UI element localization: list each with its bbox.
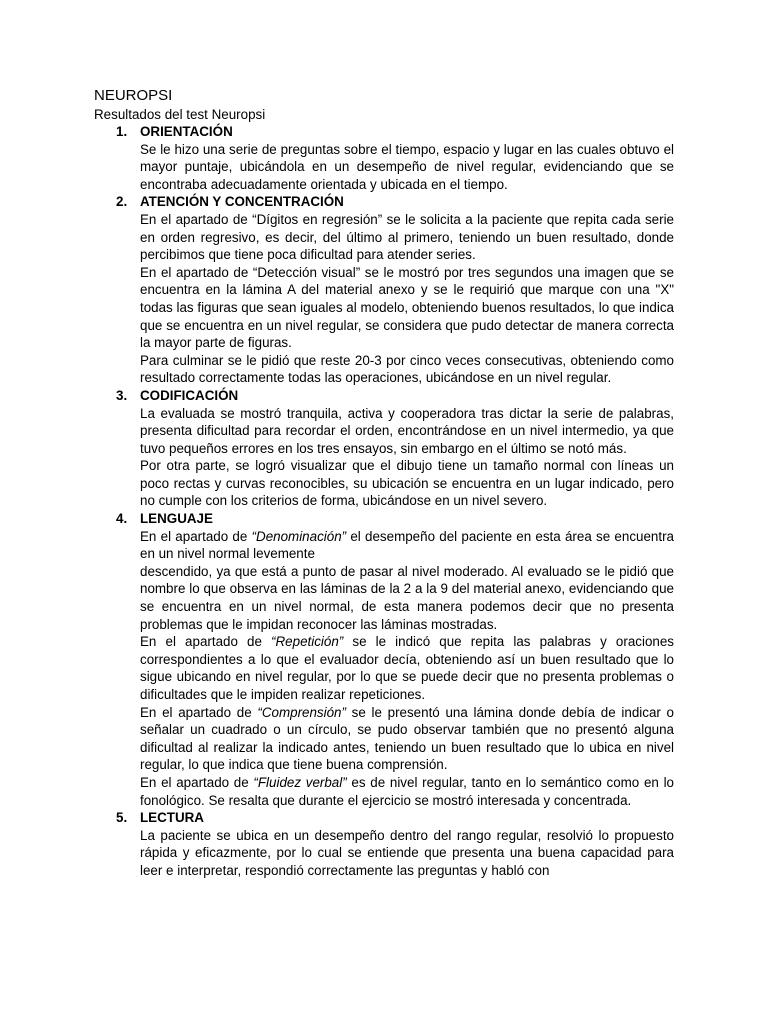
section-paragraph: Para culminar se le pidió que reste 20-3 por cinco veces consecutivas, obteniendo como resultado correctamente todas las operaciones, ubicándose en un nivel regular. [140,352,674,386]
section-lenguaje [0,510,768,809]
sections-list [0,123,768,880]
section-heading: ATENCIÓN Y CONCENTRACIÓN [140,194,344,210]
section-paragraph: En el apartado de “Dígitos en regresión” se le solicita a la paciente que repita cada serie en orden regresivo, es decir, del último al primero, teniendo un buen resultado, donde percibimos que tiene poca dificultad para atender series. [140,211,674,263]
section-paragraph: La paciente se ubica en un desempeño dentro del rango regular, resolvió lo propuesto rápida y eficazmente, por lo cual se entiende que presenta una buena capacidad para leer e interpretar, respondió correctamente las preguntas y habló con [140,827,674,878]
document-title: NEUROPSI [94,87,173,104]
section-number: 3. [116,387,128,403]
paragraph-text: el desempeño del paciente en esta área se encuentra en un nivel normal levemente [140,528,674,562]
paragraph-text: En el apartado de [140,774,254,790]
paragraph-text: se le presentó una lámina donde debía de indicar o señalar un cuadrado o un círculo, se pudo observar también que no presentó alguna dificultad al realizar la indicado antes, teniendo un buen resultado que lo ubica en nivel regular, lo que indica que tiene buena comprensión. [140,704,674,773]
section-paragraph [140,774,674,809]
section-paragraph: Se le hizo una serie de preguntas sobre el tiempo, espacio y lugar en las cuales obtuvo el mayor puntaje, ubicándola en un desempeño de nivel regular, evidenciando que se encontraba adecuadamente orientada y ubicada en el tiempo. [140,141,674,192]
section-paragraph: En el apartado de “Detección visual” se le mostró por tres segundos una imagen que se encuentra en la lámina A del material anexo y se le requirió que marque con una "X" todas las figuras que sean iguales al modelo, obteniendo buenos resultados, lo que indica que se encuentra en un nivel regular, se considera que pudo detectar de manera correcta la mayor parte de figuras. [140,264,674,351]
section-number: 1. [116,124,128,139]
italic-term: “Repetición” [271,634,344,650]
italic-term: “Denominación” [251,528,347,544]
section-heading: LENGUAJE [140,511,213,527]
italic-term: “Comprensión” [257,704,346,720]
section-paragraph: Por otra parte, se logró visualizar que el dibujo tiene un tamaño normal con líneas un poco rectas y curvas reconocibles, su ubicación se encuentra en un lugar indicado, pero no cumple con los criterios de forma, ubicándose en un nivel severo. [140,458,674,509]
section-heading: CODIFICACIÓN [140,387,239,403]
italic-term: “Fluidez verbal” [253,774,347,790]
paragraph-text: se le indicó que repita las palabras y oraciones correspondientes a lo que el evaluador decía, obteniendo así un buen resultado que lo sigue ubicando en nivel regular, por lo que se puede decir que no presenta problemas o dificultades que le impiden realizar repeticiones. [140,634,674,702]
section-paragraph [140,704,674,774]
paragraph-text: En el apartado de [140,704,258,720]
section-atencion [0,193,768,387]
paragraph-text: En el apartado de [140,634,272,650]
section-heading: LECTURA [140,810,204,826]
section-paragraph: La evaluada se mostró tranquila, activa y cooperadora tras dictar la serie de palabras, presenta dificultad para recordar el orden, encontrándose en un nivel intermedio, ya que tuvo pequeños errores en los tres ensayos, sin embargo en el último se notó más. [140,405,674,456]
section-paragraph: descendido, ya que está a punto de pasar al nivel moderado. Al evaluado se le pidió que nombre lo que observa en las láminas de la 2 a la 9 del material anexo, evidenciando que se encuentra en un nivel normal, de esta manera podemos decir que no presenta problemas que le impidan reconocer las láminas mostradas. [140,563,674,632]
section-number: 5. [116,810,128,826]
paragraph-text: En el apartado de [140,528,252,544]
section-paragraph [140,528,674,563]
section-codificacion [0,387,768,510]
section-orientacion [0,123,768,193]
document-subtitle: Resultados del test Neuropsi [94,107,266,122]
paragraph-text: es de nivel regular, tanto en lo semántico como en lo fonológico. Se resalta que durante el ejercicio se mostró interesada y concentrada. [140,774,674,808]
section-lectura [0,809,768,879]
section-number: 2. [116,194,128,210]
section-paragraph [140,633,674,703]
section-number: 4. [116,511,128,527]
section-heading: ORIENTACIÓN [140,124,233,139]
